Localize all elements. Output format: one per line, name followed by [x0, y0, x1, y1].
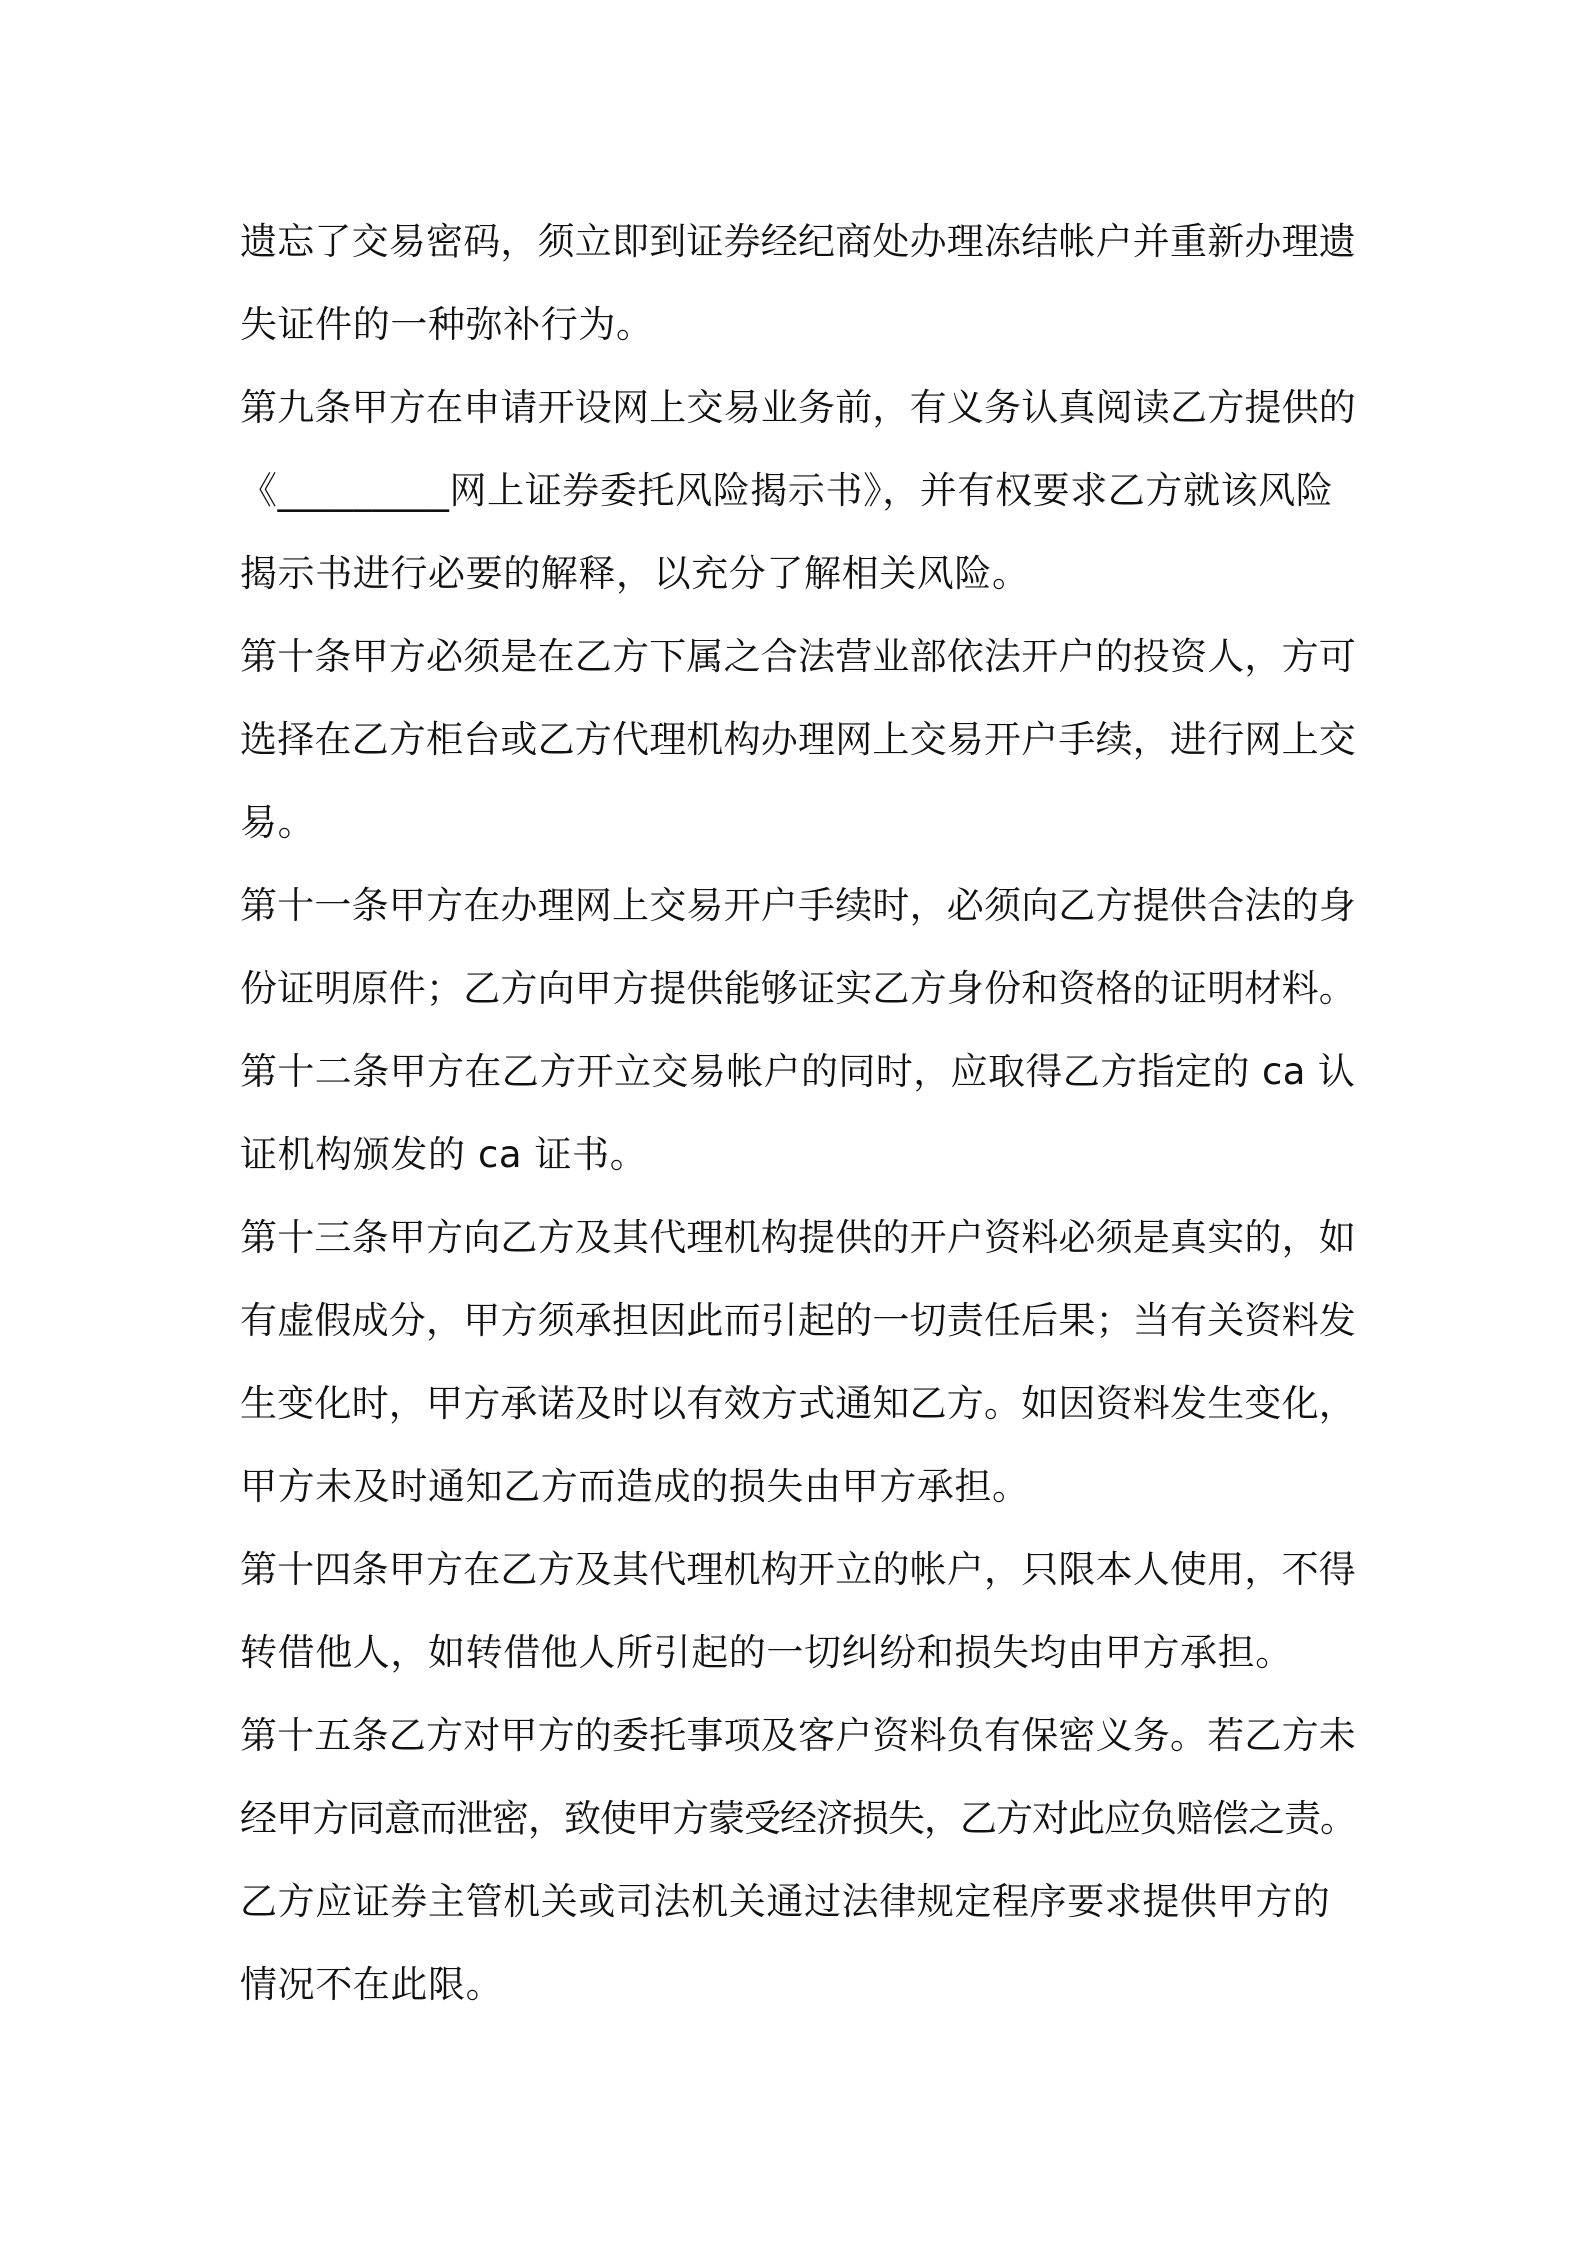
text-line: 第十一条甲方在办理网上交易开户手续时，必须向乙方提供合法的身: [240, 884, 1356, 927]
text-line: 第九条甲方在申请开设网上交易业务前，有义务认真阅读乙方提供的: [240, 386, 1356, 429]
text-line: 有虚假成分，甲方须承担因此而引起的一切责任后果；当有关资料发: [240, 1299, 1356, 1342]
text-line: 证机构颁发的 ca 证书。: [240, 1133, 648, 1176]
text-line: 经甲方同意而泄密，致使甲方蒙受经济损失，乙方对此应负赔偿之责。: [240, 1797, 1356, 1840]
text-line: 《_________网上证券委托风险揭示书》，并有权要求乙方就该风险: [240, 469, 1334, 512]
text-line: 易。: [240, 801, 316, 844]
text-line: 甲方未及时通知乙方而造成的损失由甲方承担。: [240, 1465, 1030, 1508]
text-line: 第十二条甲方在乙方开立交易帐户的同时，应取得乙方指定的 ca 认: [240, 1050, 1356, 1093]
text-line: 遗忘了交易密码，须立即到证券经纪商处办理冻结帐户并重新办理遗: [240, 220, 1356, 263]
document-body: [240, 200, 1358, 2026]
text-line: 生变化时，甲方承诺及时以有效方式通知乙方。如因资料发生变化，: [240, 1382, 1356, 1425]
text-line: 乙方应证券主管机关或司法机关通过法律规定程序要求提供甲方的: [240, 1880, 1331, 1923]
text-line: 第十四条甲方在乙方及其代理机构开立的帐户，只限本人使用，不得: [240, 1548, 1356, 1591]
text-line: 第十三条甲方向乙方及其代理机构提供的开户资料必须是真实的，如: [240, 1216, 1356, 1259]
text-line: 份证明原件；乙方向甲方提供能够证实乙方身份和资格的证明材料。: [240, 967, 1356, 1010]
text-line: 选择在乙方柜台或乙方代理机构办理网上交易开户手续，进行网上交: [240, 718, 1356, 761]
text-line: 揭示书进行必要的解释，以充分了解相关风险。: [240, 552, 1030, 595]
text-line: 情况不在此限。: [240, 1963, 504, 2006]
text-line: 第十五条乙方对甲方的委托事项及客户资料负有保密义务。若乙方未: [240, 1714, 1356, 1757]
text-line: 第十条甲方必须是在乙方下属之合法营业部依法开户的投资人，方可: [240, 635, 1356, 678]
text-line: 转借他人，如转借他人所引起的一切纠纷和损失均由甲方承担。: [240, 1631, 1293, 1674]
text-line: 失证件的一种弥补行为。: [240, 303, 654, 346]
